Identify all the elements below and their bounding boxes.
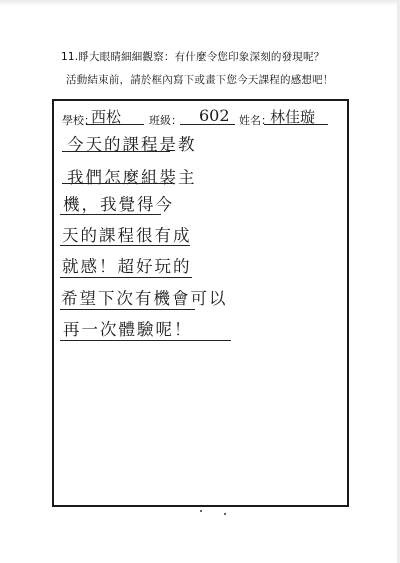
ruled-line-7 bbox=[60, 340, 231, 341]
instruction-text: 活動結束前，請於框內寫下或畫下您今天課程的感想吧！ bbox=[66, 74, 334, 86]
class-label: 班級： bbox=[149, 114, 182, 127]
handwritten-line-6: 希望下次有機會可以 bbox=[61, 289, 228, 308]
class-value: 602 bbox=[199, 106, 230, 125]
class-underline bbox=[180, 124, 235, 125]
school-value: 西松 bbox=[91, 108, 122, 126]
ruled-line-3 bbox=[60, 214, 161, 215]
handwritten-line-1: 今天的課程是教 bbox=[67, 135, 197, 154]
name-label: 姓名： bbox=[239, 114, 272, 127]
ruled-line-6 bbox=[60, 309, 195, 310]
name-value: 林佳璇 bbox=[270, 108, 316, 126]
handwritten-line-3: 機，我覺得今 bbox=[63, 195, 174, 214]
handwritten-line-5: 就感！超好玩的 bbox=[62, 257, 192, 276]
handwritten-line-7: 再一次體驗呢！ bbox=[63, 320, 193, 339]
handwritten-line-2: 我們怎麼組裝主 bbox=[67, 168, 197, 187]
scan-speck bbox=[200, 510, 202, 512]
scan-speck bbox=[224, 513, 226, 515]
school-label: 學校： bbox=[62, 114, 95, 127]
ruled-line-2 bbox=[62, 183, 172, 184]
question-prompt: 11.睜大眼睛細細觀察：有什麼令您印象深刻的發現呢？ bbox=[61, 51, 325, 63]
handwritten-line-4: 天的課程很有成 bbox=[62, 226, 192, 245]
school-underline bbox=[86, 124, 144, 125]
ruled-line-1 bbox=[62, 151, 170, 152]
name-underline bbox=[264, 124, 328, 125]
scan-edge-top bbox=[0, 0, 400, 6]
ruled-line-4 bbox=[60, 245, 190, 246]
ruled-line-5 bbox=[60, 277, 192, 278]
